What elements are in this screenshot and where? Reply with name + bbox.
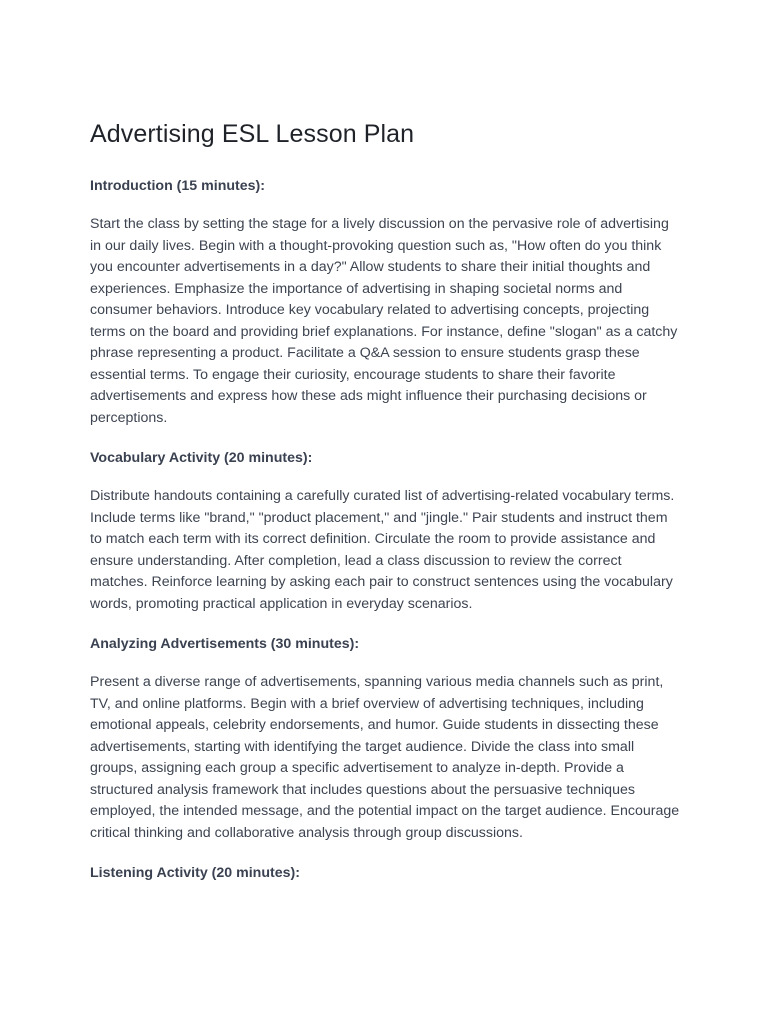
document-title: Advertising ESL Lesson Plan — [90, 120, 415, 148]
section-listening-activity — [90, 863, 682, 883]
section-paragraph: Distribute handouts containing a carefully curated list of advertising-related vocabulary terms. Include terms like "brand," "product placement," and "jingle." Pair students and instruct them to match each term with its correct definition. Circulate the room to provide assistance and ensure understanding. After completion, lead a class discussion to review the correct matches. Reinforce learning by asking each pair to construct sentences using the vocabulary words, promoting practical application in everyday scenarios. — [90, 488, 675, 612]
section-paragraph: Present a diverse range of advertisements, spanning various media channels such as print, TV, and online platforms. Begin with a brief overview of advertising techniques, including emotional appeals, celebrity endorsements, and humor. Guide students in dissecting these advertisements, starting with identifying the target audience. Divide the class into small groups, assigning each group a specific advertisement to analyze in-depth. Provide a structured analysis framework that includes questions about the persuasive techniques employed, the intended message, and the potential impact on the target audience. Encourage critical thinking and collaborative analysis through group discussions. — [90, 674, 680, 841]
section-heading: Listening Activity (20 minutes): — [90, 865, 300, 881]
section-heading: Analyzing Advertisements (30 minutes): — [90, 636, 360, 652]
section-heading: Vocabulary Activity (20 minutes): — [90, 450, 313, 466]
section-vocabulary-activity — [90, 448, 682, 615]
section-paragraph: Start the class by setting the stage for a lively discussion on the pervasive role of advertising in our daily lives. Begin with a thought-provoking question such as, "How often do you think you encounter advertisements in a day?" Allow students to share their initial thoughts and experiences. Emphasize the importance of advertising in shaping societal norms and consumer behaviors. Introduce key vocabulary related to advertising concepts, projecting terms on the board and providing brief explanations. For instance, define "slogan" as a catchy phrase representing a product. Facilitate a Q&A session to ensure students grasp these essential terms. To engage their curiosity, encourage students to share their favorite advertisements and express how these ads might influence their purchasing decisions or perceptions. — [90, 216, 678, 426]
section-heading: Introduction (15 minutes): — [90, 178, 265, 194]
section-introduction — [90, 176, 682, 429]
section-analyzing-advertisements — [90, 634, 682, 844]
